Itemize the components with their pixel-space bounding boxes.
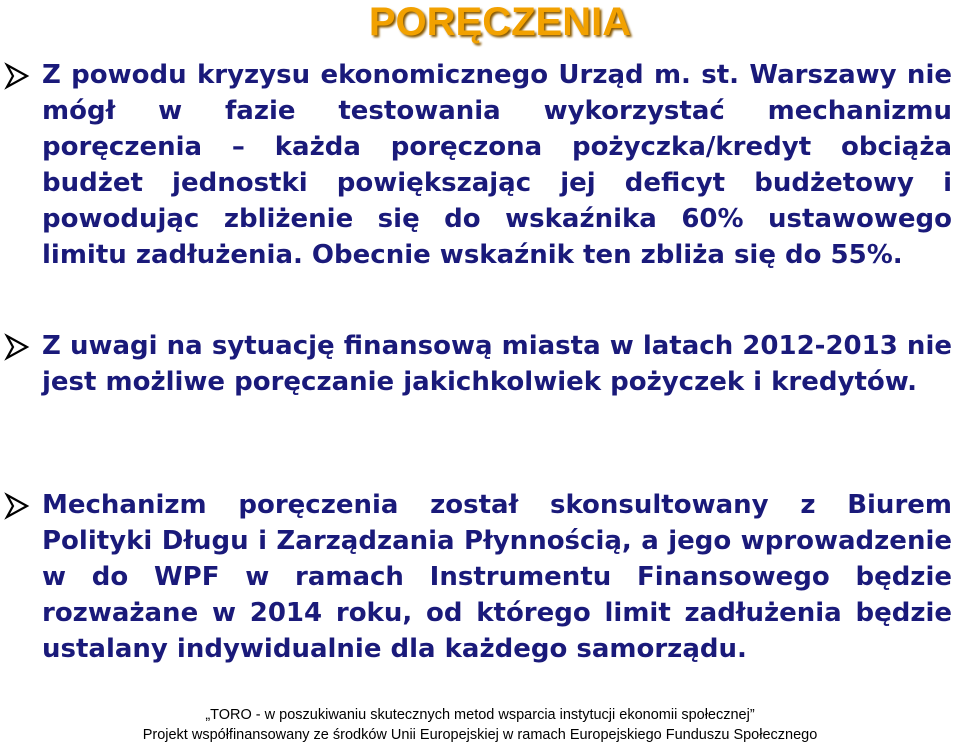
arrowhead-bullet-icon	[4, 333, 30, 361]
bullet-text-1: Z powodu kryzysu ekonomicznego Urząd m. st. Warszawy nie mógł w fazie testowania wykorzystać mechanizmu poręczenia – każda poręczona pożyczka/kredyt obciąża budżet jednostki powiększając jej deficyt budżetowy i powodując zbliżenie się do wskaźnika 60% ustawowego limitu zadłużenia. Obecnie wskaźnik ten zbliża się do 55%.	[42, 60, 952, 270]
slide-title: PORĘCZENIA	[368, 0, 632, 44]
bullet-text-2: Z uwagi na sytuację finansową miasta w latach 2012-2013 nie jest możliwe poręczanie jakichkolwiek pożyczek i kredytów.	[42, 331, 952, 397]
arrowhead-bullet-icon	[4, 62, 30, 90]
footer-project-title: „TORO - w poszukiwaniu skutecznych metod wsparcia instytucji ekonomii społecznej”	[205, 707, 755, 723]
footer-cofinancing-note: Projekt współfinansowany ze środków Unii Europejskiej w ramach Europejskiego Funduszu Społecznego	[142, 727, 818, 743]
arrowhead-bullet-icon	[4, 492, 30, 520]
bullet-text-3: Mechanizm poręczenia został skonsultowany z Biurem Polityki Długu i Zarządzania Płynnością, a jego wprowadzenie w do WPF w ramach Instrumentu Finansowego będzie rozważane w 2014 roku, od którego limit zadłużenia będzie ustalany indywidualnie dla każdego samorządu.	[42, 490, 952, 664]
